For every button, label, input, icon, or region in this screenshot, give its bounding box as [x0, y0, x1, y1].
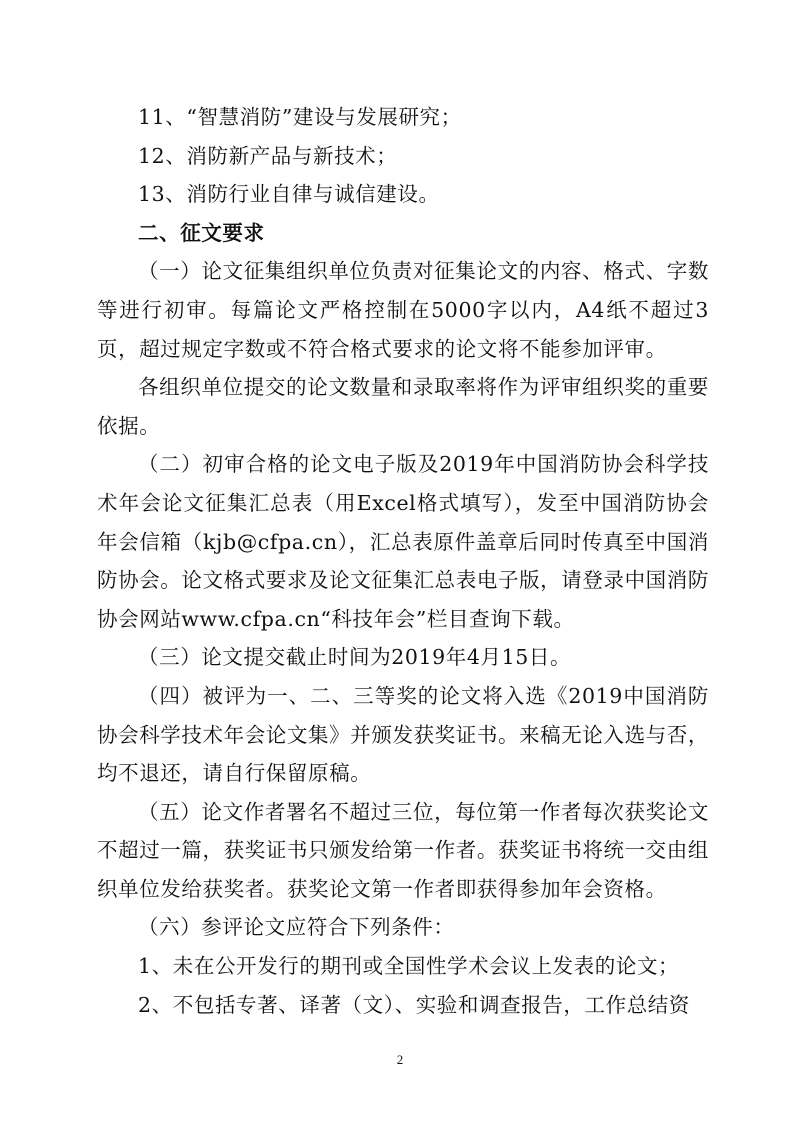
page-number: 2 — [396, 1052, 404, 1067]
paragraph-organization-award: 各组织单位提交的论文数量和录取率将作为评审组织奖的重要依据。 — [97, 375, 709, 438]
paragraph-awards: （四）被评为一、二、三等奖的论文将入选《2019中国消防协会科学技术年会论文集》并颁发获奖证书。来稿无论入选与否，均不退还，请自行保留原稿。 — [97, 683, 709, 786]
paragraph-deadline: （三）论文提交截止时间为2019年4月15日。 — [138, 645, 572, 670]
list-item-12: 12、消防新产品与新技术； — [138, 143, 398, 168]
paragraph-review-requirements: （一）论文征集组织单位负责对征集论文的内容、格式、字数等进行初审。每篇论文严格控制在5000字以内，A4纸不超过3页，超过规定字数或不符合格式要求的论文将不能参加评审。 — [97, 259, 709, 361]
paragraph-authors: （五）论文作者署名不超过三位，每位第一作者每次获奖论文不超过一篇，获奖证书只颁发给第一作者。获奖证书将统一交由组织单位发给获奖者。获奖论文第一作者即获得参加年会资格。 — [97, 799, 709, 901]
section-heading: 二、征文要求 — [138, 220, 265, 245]
document-body — [97, 98, 709, 1024]
list-item-13: 13、消防行业自律与诚信建设。 — [138, 182, 440, 207]
condition-item-2: 2、不包括专著、译著（文）、实验和调查报告，工作总结资 — [138, 992, 690, 1017]
paragraph-submission-instructions: （二）初审合格的论文电子版及2019年中国消防协会科学技术年会论文征集汇总表（用Excel格式填写），发至中国消防协会年会信箱（kjb@cfpa.cn），汇总表原件盖章后同时传真至中国消防协会。论文格式要求及论文征集汇总表电子版，请登录中国消防协会网站www.cfpa.cn“科技年会”栏目查询下载。 — [97, 452, 709, 631]
condition-item-1: 1、未在公开发行的期刊或全国性学术会议上发表的论文； — [138, 954, 680, 979]
paragraph-conditions: （六）参评论文应符合下列条件： — [138, 915, 455, 940]
list-item-11: 11、“智慧消防”建设与发展研究； — [138, 105, 462, 129]
